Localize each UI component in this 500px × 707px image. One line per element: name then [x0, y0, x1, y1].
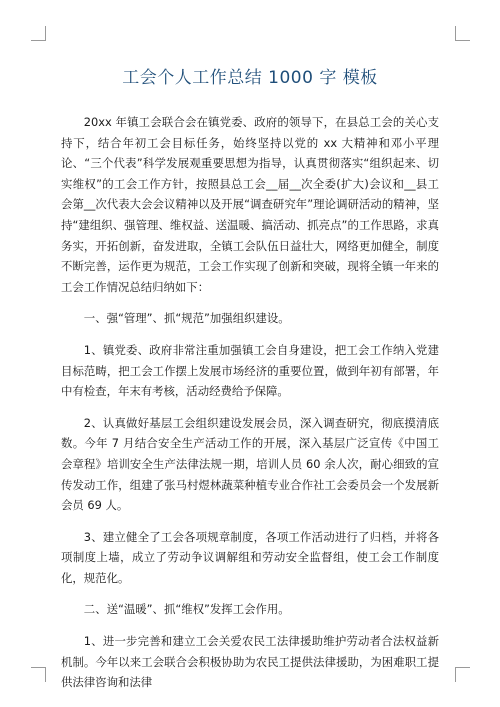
document-body: [61, 112, 439, 704]
crop-mark-bottom-right: [455, 667, 470, 682]
crop-mark-top-right: [455, 26, 470, 41]
intro-paragraph: 20xx 年镇工会联合会在镇党委、政府的领导下，在县总工会的关心支持下，结合年初工会目标任务，始终坚持以党的 xx 大精神和邓小平理论、“三个代表”科学发展观重要思想为指导，认真贯彻落实“组织起来、切实维权”的工会工作方针，按照县总工会__届__次全委(扩大)会议和__县工会第__次代表大会会议精神以及开展“调查研究年”理论调研活动的精神，坚持“建组织、强管理、维权益、送温暖、搞活动、抓亮点”的工作思路，求真务实，开拓创新，奋发进取，全镇工会队伍日益壮大，网络更加健全，制度不断完善，运作更为规范，工会工作实现了创新和突破，现将全镇一年来的工会工作情况总结归纳如下：: [61, 115, 439, 294]
paragraph-1-3: 3、建立健全了工会各项规章制度，各项工作活动进行了归档，并将各项制度上墙，成立了劳动争议调解组和劳动安全监督组，使工会工作制度化，规范化。: [61, 529, 439, 585]
crop-mark-top-left: [31, 26, 46, 41]
paragraph-1-1: 1、镇党委、政府非常注重加强镇工会自身建设，把工会工作纳入党建目标范畴，把工会工作摆上发展市场经济的重要位置，做到年初有部署，年中有检查，年末有考核，活动经费给予保障。: [61, 342, 439, 399]
crop-mark-bottom-left: [31, 667, 46, 682]
section-heading-2: 二、送“温暖”、抓“维权”发挥工会作用。: [83, 602, 290, 617]
paragraph-1-2: 2、认真做好基层工会组织建设发展会员，深入调查研究，彻底摸清底数。今年 7 月结合安全生产活动工作的开展，深入基层广泛宣传《中国工会章程》培训安全生产法律法规一期，培训人员 60 余人次，耐心细致的宣传发动工作，组建了张马村煜林蔬菜种植专业合作社工会委员会一个发展新会员 69 人。: [61, 415, 439, 513]
document-title: 工会个人工作总结 1000 字 模板: [122, 68, 378, 88]
paragraph-2-1: 1、进一步完善和建立工会关爱农民工法律援助维护劳动者合法权益新机制。今年以来工会联合会积极协助为农民工提供法律援助，为困难职工提供法律咨询和法律: [61, 634, 439, 690]
section-heading-1: 一、强“管理”、抓“规范”加强组织建设。: [83, 311, 290, 326]
